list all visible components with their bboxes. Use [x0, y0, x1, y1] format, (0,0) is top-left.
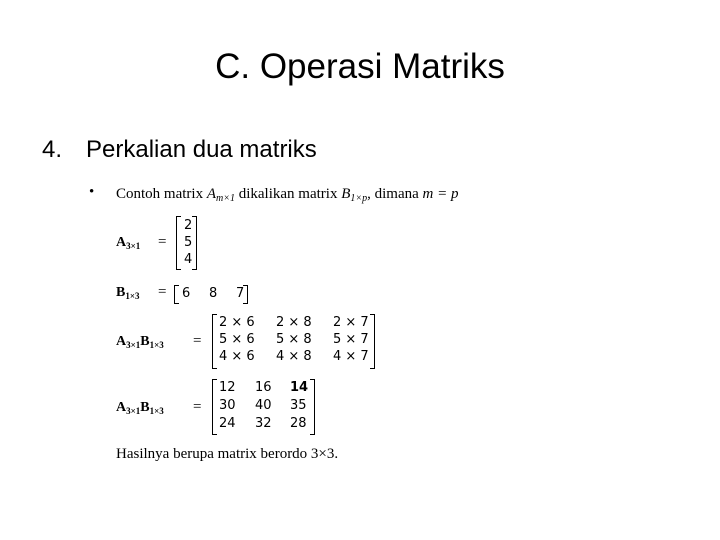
- matrix-b-cell: 8: [209, 286, 218, 301]
- matrix-a-cell: 5: [184, 235, 193, 250]
- matrix-a-order: 3×1: [126, 241, 141, 251]
- matrix-a-label: [116, 235, 140, 251]
- intro-matrix-a-order: m×1: [216, 193, 235, 204]
- product-expression-cell: 5 × 6: [219, 332, 255, 347]
- product-result-cell: 14: [290, 380, 309, 395]
- intro-text: [116, 186, 459, 204]
- matrix-b-right-bracket: [243, 285, 248, 304]
- product-expression-cell: 5 × 8: [276, 332, 312, 347]
- product-result-cell: 32: [255, 416, 272, 431]
- product-result-cell: 30: [219, 398, 236, 413]
- product-expression-cell: 4 × 8: [276, 349, 312, 364]
- intro-matrix-a: A: [206, 186, 216, 202]
- product-result-label: [116, 400, 164, 416]
- intro-condition: m = p: [422, 186, 459, 202]
- product-result-cell: 28: [290, 416, 307, 431]
- product-expression-cell: 4 × 6: [219, 349, 255, 364]
- matrix-b-order: 1×3: [125, 291, 140, 301]
- product-expression-cell: 5 × 7: [333, 332, 369, 347]
- product-result-right-bracket: [310, 379, 315, 435]
- product-expression-cell: 2 × 7: [333, 315, 369, 330]
- matrix-b-cell: 6: [182, 286, 191, 301]
- matrix-a-cell: 2: [184, 218, 193, 233]
- intro-text-3: , dimana: [367, 186, 423, 202]
- subheading: [42, 134, 317, 166]
- slide-title: C. Operasi Matriks: [215, 47, 505, 86]
- matrix-b-equals: =: [158, 284, 167, 300]
- matrix-a-right-bracket: [192, 216, 197, 270]
- intro-text-2: dikalikan matrix: [234, 186, 342, 202]
- matrix-a-left-bracket: [176, 216, 181, 270]
- product-result-name-a: A: [116, 400, 127, 415]
- bullet-dot: •: [89, 184, 95, 200]
- product-expression-cell: 2 × 6: [219, 315, 255, 330]
- product-expression-right-bracket: [370, 314, 375, 369]
- intro-matrix-b: B: [341, 186, 351, 202]
- product-result-cell: 16: [255, 380, 272, 395]
- product-result-order-b: 1×3: [149, 406, 164, 416]
- product-expression-cell: 4 × 7: [333, 349, 369, 364]
- matrix-b-label: [116, 285, 139, 301]
- product-expression-label: [116, 334, 164, 350]
- intro-text-1: Contoh matrix: [116, 186, 207, 202]
- product-result-order-a: 3×1: [126, 406, 141, 416]
- product-result-cell: 40: [255, 398, 272, 413]
- result-note: Hasilnya berupa matrix berordo 3×3.: [116, 446, 339, 462]
- matrix-b-name: B: [116, 285, 126, 300]
- product-expression-order-a: 3×1: [126, 340, 141, 350]
- matrix-a-cell: 4: [184, 252, 193, 267]
- product-result-equals: =: [193, 399, 202, 415]
- product-expression-name-b: B: [140, 334, 150, 349]
- product-expression-name-a: A: [116, 334, 127, 349]
- product-result-cell: 24: [219, 416, 236, 431]
- product-expression-order-b: 1×3: [149, 340, 164, 350]
- product-expression-cell: 2 × 8: [276, 315, 312, 330]
- product-expression-left-bracket: [212, 314, 217, 369]
- product-result-name-b: B: [140, 400, 150, 415]
- product-result-cell: 12: [219, 380, 236, 395]
- intro-matrix-b-order: 1×p: [350, 193, 368, 204]
- matrix-b-cell: 7: [236, 286, 245, 301]
- product-result-cell: 35: [290, 398, 307, 413]
- matrix-a-equals: =: [158, 234, 167, 250]
- subheading-text: Perkalian dua matriks: [86, 136, 317, 163]
- product-expression-equals: =: [193, 333, 202, 349]
- matrix-b-left-bracket: [174, 285, 179, 304]
- product-result-left-bracket: [212, 379, 217, 435]
- matrix-a-name: A: [116, 235, 127, 250]
- subheading-number: 4.: [42, 136, 63, 163]
